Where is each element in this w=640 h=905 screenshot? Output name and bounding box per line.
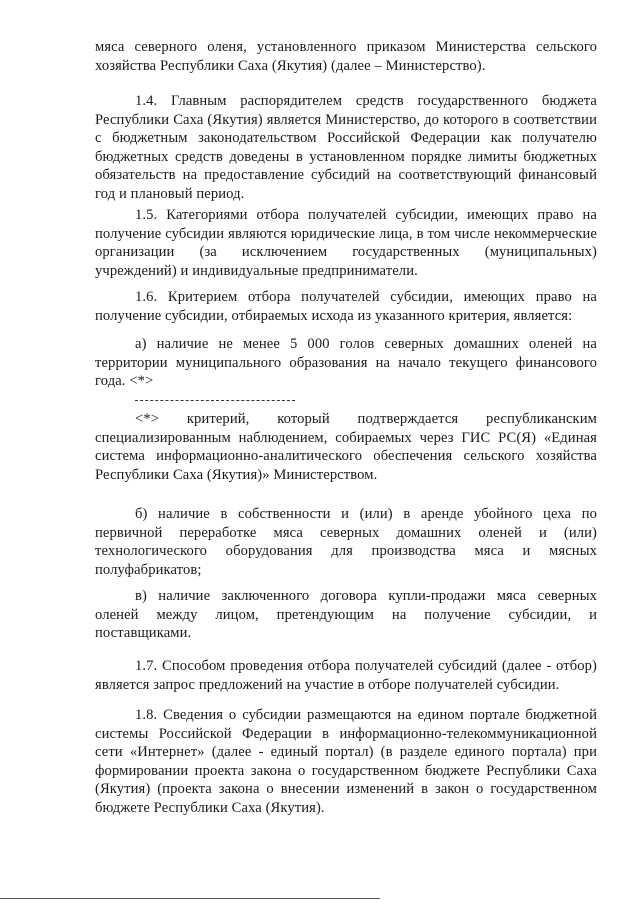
paragraph-1-7: 1.7. Способом проведения отбора получателей субсидий (далее - отбор) является запрос предложений на участие в отборе получателей субсидии. xyxy=(95,658,597,693)
paragraph-intro: мяса северного оленя, установленного приказом Министерства сельского хозяйства Республики Саха (Якутия) (далее – Министерство). xyxy=(95,39,597,74)
paragraph-1-4: 1.4. Главным распорядителем средств государственного бюджета Республики Саха (Якутия) является Министерство, до которого в соответствии с бюджетным законодательством Российской Федерации как получателю бюджетных средств доведены в установленном порядке лимиты бюджетных обязательств на предоставление субсидий на соответствующий финансовый год и плановый период. xyxy=(95,93,597,202)
paragraph-1-5: 1.5. Категориями отбора получателей субсидии, имеющих право на получение субсидии являются юридические лица, в том числе некоммерческие организации (за исключением государственных (муниципальных) учреждений) и индивидуальные предприниматели. xyxy=(95,207,597,279)
paragraph-1-8: 1.8. Сведения о субсидии размещаются на едином портале бюджетной системы Российской Федерации в информационно-телекоммуникационной сети «Интернет» (далее - единый портал) (в разделе единого портала) при формировании проекта закона о государственном бюджете Республики Саха (Якутия) (проекта закона о внесении изменений в закон о государственном бюджете Республики Саха (Якутия). xyxy=(95,707,597,816)
footnote-separator xyxy=(135,400,295,401)
paragraph-item-a: а) наличие не менее 5 000 голов северных домашних оленей на территории муниципального образования на начало текущего финансового года. <*> xyxy=(95,336,597,389)
paragraph-footnote: <*> критерий, который подтверждается республиканским специализированным наблюдением, собираемых через ГИС РС(Я) «Единая система информационно-аналитического обеспечения сельского хозяйства Республики Саха (Якутия)» Министерством. xyxy=(95,411,597,483)
page-bottom-rule xyxy=(0,898,380,899)
paragraph-item-b: б) наличие в собственности и (или) в аренде убойного цеха по первичной переработке мяса северных домашних оленей и (или) технологического оборудования для производства мяса и мясных полуфабрикатов; xyxy=(95,506,597,578)
paragraph-1-6: 1.6. Критерием отбора получателей субсидии, имеющих право на получение субсидии, отбираемых исхода из указанного критерия, является: xyxy=(95,289,597,324)
paragraph-item-v: в) наличие заключенного договора купли-продажи мяса северных оленей между лицом, претендующим на получение субсидии, и поставщиками. xyxy=(95,588,597,641)
